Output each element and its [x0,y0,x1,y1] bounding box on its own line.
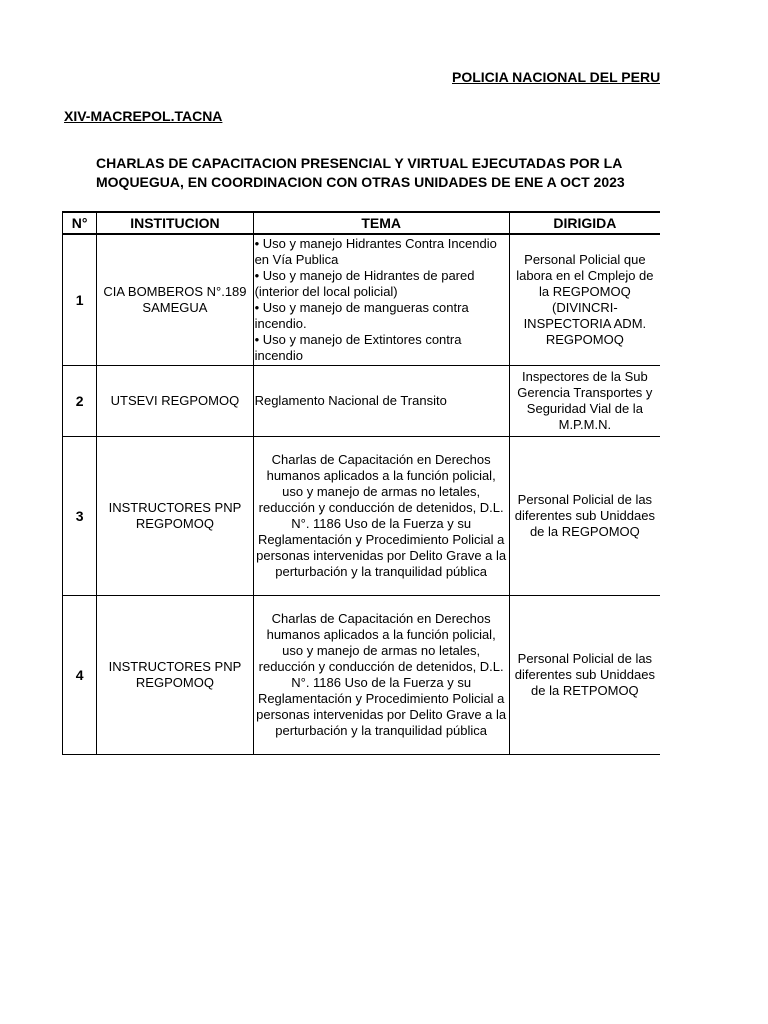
subtitle-line-2: MOQUEGUA, EN COORDINACION CON OTRAS UNIDADES DE ENE A OCT 2023 [96,174,625,190]
column-header-tema: TEMA [253,212,509,234]
tema-cell: Charlas de Capacitación en Derechos humanos aplicados a la función policial, uso y manejo de armas no letales, reducción y conducción de detenidos, D.L. N°. 1186 Uso de la Fuerza y su Reglamentación y Procedimiento Policial a personas intervenidas por Delito Grave a la perturbación y la tranquilidad pública [253,437,509,596]
dirigida-cell: Personal Policial que labora en el Cmplejo de la REGPOMOQ (DIVINCRI-INSPECTORIA ADM. REGPOMOQ [509,234,660,366]
tema-bullet: • Uso y manejo Hidrantes Contra Incendio en Vía Publica [254,236,497,267]
institucion-cell: INSTRUCTORES PNP REGPOMOQ [97,596,253,755]
document-subtitle [96,154,625,192]
table-row [63,234,661,366]
document-title: POLICIA NACIONAL DEL PERU [452,69,660,85]
subtitle-line-1: CHARLAS DE CAPACITACION PRESENCIAL Y VIRTUAL EJECUTADAS POR LA [96,155,623,171]
row-number: 1 [63,234,97,366]
column-header-num: N° [63,212,97,234]
tema-bullet: • Uso y manejo de Extintores contra incendio [254,332,462,363]
tema-cell [253,234,509,366]
institucion-cell: UTSEVI REGPOMOQ [97,366,253,437]
dirigida-cell: Personal Policial de las diferentes sub Uniddaes de la RETPOMOQ [509,596,660,755]
column-header-institucion: INSTITUCION [97,212,253,234]
tema-cell: Reglamento Nacional de Transito [253,366,509,437]
table-row [63,596,661,755]
training-table [62,211,660,755]
institucion-cell: CIA BOMBEROS N°.189 SAMEGUA [97,234,253,366]
row-number: 3 [63,437,97,596]
tema-bullet: • Uso y manejo de mangueras contra incendio. [254,300,469,331]
table-header-row [63,212,661,234]
column-header-dirigida: DIRIGIDA [509,212,660,234]
row-number: 2 [63,366,97,437]
row-number: 4 [63,596,97,755]
tema-bullet: • Uso y manejo de Hidrantes de pared (interior del local policial) [254,268,475,299]
dirigida-cell: Personal Policial de las diferentes sub Uniddaes de la REGPOMOQ [509,437,660,596]
dirigida-cell: Inspectores de la Sub Gerencia Transportes y Seguridad Vial de la M.P.M.N. [509,366,660,437]
tema-cell: Charlas de Capacitación en Derechos humanos aplicados a la función policial, uso y manejo de armas no letales, reducción y conducción de detenidos, D.L. N°. 1186 Uso de la Fuerza y su Reglamentación y Procedimiento Policial a personas intervenidas por Delito Grave a la perturbación y la tranquilidad pública [253,596,509,755]
institucion-cell: INSTRUCTORES PNP REGPOMOQ [97,437,253,596]
region-heading: XIV-MACREPOL.TACNA [64,108,223,124]
table-row [63,437,661,596]
table-row [63,366,661,437]
